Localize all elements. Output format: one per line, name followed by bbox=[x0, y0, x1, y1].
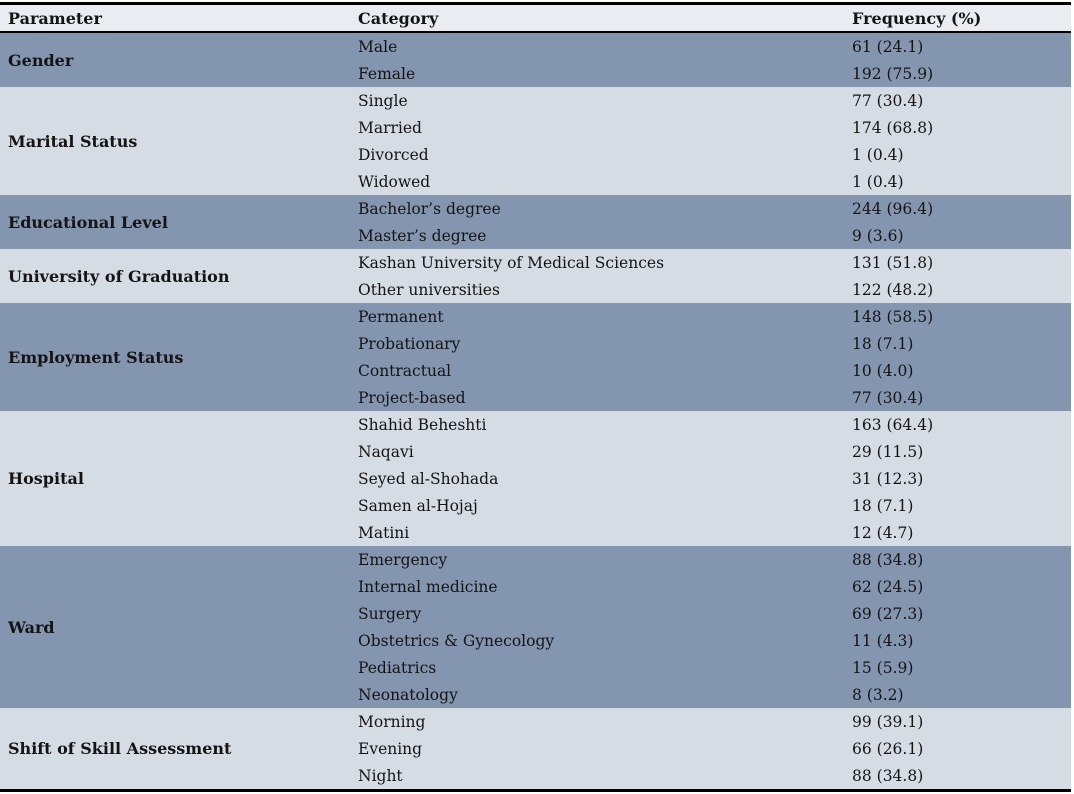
parameter-cell: Gender bbox=[0, 32, 350, 87]
category-cell: Permanent bbox=[350, 303, 844, 330]
frequency-cell: 122 (48.2) bbox=[844, 276, 1071, 303]
frequency-cell: 61 (24.1) bbox=[844, 32, 1071, 60]
table-row bbox=[0, 411, 1071, 438]
table-header bbox=[0, 4, 1071, 33]
category-cell: Emergency bbox=[350, 546, 844, 573]
frequency-cell: 77 (30.4) bbox=[844, 384, 1071, 411]
frequency-cell: 1 (0.4) bbox=[844, 168, 1071, 195]
frequency-cell: 174 (68.8) bbox=[844, 114, 1071, 141]
frequency-cell: 12 (4.7) bbox=[844, 519, 1071, 546]
frequency-cell: 31 (12.3) bbox=[844, 465, 1071, 492]
frequency-cell: 244 (96.4) bbox=[844, 195, 1071, 222]
header-row bbox=[0, 4, 1071, 33]
demographics-table bbox=[0, 2, 1071, 792]
category-cell: Probationary bbox=[350, 330, 844, 357]
frequency-cell: 77 (30.4) bbox=[844, 87, 1071, 114]
category-cell: Kashan University of Medical Sciences bbox=[350, 249, 844, 276]
table-body bbox=[0, 32, 1071, 791]
parameter-cell: Educational Level bbox=[0, 195, 350, 249]
category-cell: Surgery bbox=[350, 600, 844, 627]
frequency-cell: 148 (58.5) bbox=[844, 303, 1071, 330]
category-cell: Naqavi bbox=[350, 438, 844, 465]
table-row bbox=[0, 708, 1071, 735]
header-parameter: Parameter bbox=[0, 4, 350, 33]
frequency-cell: 131 (51.8) bbox=[844, 249, 1071, 276]
category-cell: Matini bbox=[350, 519, 844, 546]
header-frequency: Frequency (%) bbox=[844, 4, 1071, 33]
table-row bbox=[0, 87, 1071, 114]
category-cell: Samen al-Hojaj bbox=[350, 492, 844, 519]
parameter-cell: Employment Status bbox=[0, 303, 350, 411]
parameter-cell: Ward bbox=[0, 546, 350, 708]
frequency-cell: 18 (7.1) bbox=[844, 492, 1071, 519]
frequency-cell: 1 (0.4) bbox=[844, 141, 1071, 168]
frequency-cell: 99 (39.1) bbox=[844, 708, 1071, 735]
category-cell: Internal medicine bbox=[350, 573, 844, 600]
category-cell: Married bbox=[350, 114, 844, 141]
category-cell: Evening bbox=[350, 735, 844, 762]
frequency-cell: 62 (24.5) bbox=[844, 573, 1071, 600]
category-cell: Other universities bbox=[350, 276, 844, 303]
parameter-cell: Shift of Skill Assessment bbox=[0, 708, 350, 791]
frequency-cell: 9 (3.6) bbox=[844, 222, 1071, 249]
frequency-cell: 66 (26.1) bbox=[844, 735, 1071, 762]
parameter-cell: Marital Status bbox=[0, 87, 350, 195]
parameter-cell: University of Graduation bbox=[0, 249, 350, 303]
category-cell: Widowed bbox=[350, 168, 844, 195]
category-cell: Morning bbox=[350, 708, 844, 735]
table-row bbox=[0, 546, 1071, 573]
parameter-cell: Hospital bbox=[0, 411, 350, 546]
frequency-cell: 8 (3.2) bbox=[844, 681, 1071, 708]
table-row bbox=[0, 249, 1071, 276]
header-category: Category bbox=[350, 4, 844, 33]
category-cell: Obstetrics & Gynecology bbox=[350, 627, 844, 654]
category-cell: Female bbox=[350, 60, 844, 87]
table-row bbox=[0, 195, 1071, 222]
category-cell: Seyed al-Shohada bbox=[350, 465, 844, 492]
frequency-cell: 88 (34.8) bbox=[844, 762, 1071, 791]
category-cell: Shahid Beheshti bbox=[350, 411, 844, 438]
category-cell: Bachelor’s degree bbox=[350, 195, 844, 222]
category-cell: Night bbox=[350, 762, 844, 791]
frequency-cell: 69 (27.3) bbox=[844, 600, 1071, 627]
category-cell: Neonatology bbox=[350, 681, 844, 708]
frequency-cell: 18 (7.1) bbox=[844, 330, 1071, 357]
frequency-cell: 88 (34.8) bbox=[844, 546, 1071, 573]
category-cell: Master’s degree bbox=[350, 222, 844, 249]
category-cell: Divorced bbox=[350, 141, 844, 168]
category-cell: Project-based bbox=[350, 384, 844, 411]
category-cell: Male bbox=[350, 32, 844, 60]
table-row bbox=[0, 32, 1071, 60]
frequency-cell: 15 (5.9) bbox=[844, 654, 1071, 681]
frequency-cell: 11 (4.3) bbox=[844, 627, 1071, 654]
frequency-cell: 29 (11.5) bbox=[844, 438, 1071, 465]
frequency-cell: 192 (75.9) bbox=[844, 60, 1071, 87]
frequency-cell: 163 (64.4) bbox=[844, 411, 1071, 438]
category-cell: Contractual bbox=[350, 357, 844, 384]
category-cell: Single bbox=[350, 87, 844, 114]
frequency-cell: 10 (4.0) bbox=[844, 357, 1071, 384]
table-row bbox=[0, 303, 1071, 330]
category-cell: Pediatrics bbox=[350, 654, 844, 681]
